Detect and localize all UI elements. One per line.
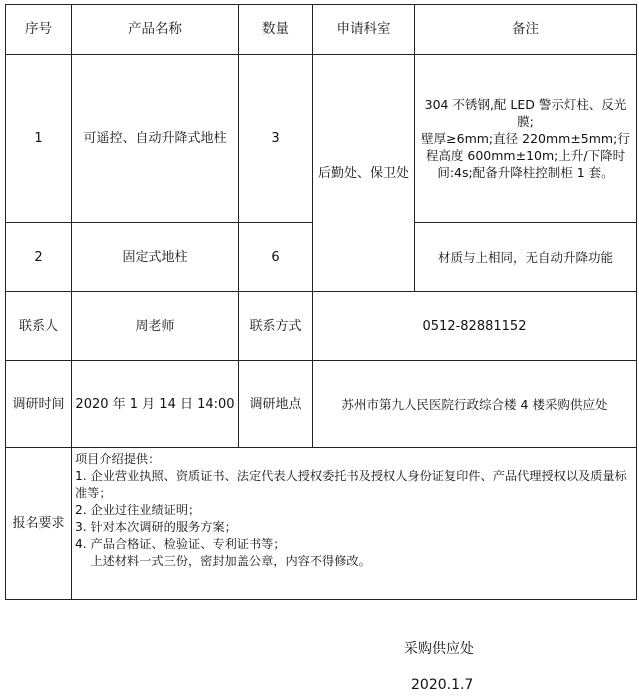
info-table (5, 4, 637, 600)
notes-line: 壁厚≥6mm;直径 220mm±5mm;行程高度 600mm±10m;上升/下降时间:4s;配备升降柱控制柜 1 套。 (421, 131, 630, 180)
contact-label: 联系人 (6, 292, 72, 361)
row-quantity: 3 (239, 55, 313, 223)
header-department: 申请科室 (313, 5, 415, 55)
requirements-line: 4. 产品合格证、检验证、专利证书等； (75, 537, 286, 551)
contact-row (6, 292, 637, 361)
signature-date: 2020.1.7 (411, 677, 474, 693)
row-quantity: 6 (239, 223, 313, 292)
header-row (6, 5, 637, 55)
row-department: 后勤处、保卫处 (313, 55, 415, 292)
research-place: 苏州市第九人民医院行政综合楼 4 楼采购供应处 (313, 361, 637, 448)
row-notes (415, 55, 637, 223)
header-notes: 备注 (415, 5, 637, 55)
research-place-label: 调研地点 (239, 361, 313, 448)
notes-line: 304 不锈钢,配 LED 警示灯柱、反光膜; (424, 97, 627, 129)
row-product-name: 可遥控、自动升降式地柱 (72, 55, 239, 223)
requirements-line: 3. 针对本次调研的服务方案； (75, 520, 237, 534)
row-notes (415, 223, 637, 292)
requirements-line: 上述材料一式三份，密封加盖公章，内容不得修改。 (75, 554, 371, 568)
row-no: 2 (6, 223, 72, 292)
notes-line: 材质与上相同，无自动升降功能 (437, 249, 613, 265)
requirements-line: 2. 企业过往业绩证明； (75, 503, 201, 517)
research-time-label: 调研时间 (6, 361, 72, 448)
header-quantity: 数量 (239, 5, 313, 55)
signature-department: 采购供应处 (404, 641, 474, 657)
contact-method-label: 联系方式 (239, 292, 313, 361)
requirements-content (72, 448, 637, 600)
header-no: 序号 (6, 5, 72, 55)
contact-name: 周老师 (72, 292, 239, 361)
research-row (6, 361, 637, 448)
table-row (6, 55, 637, 223)
research-time: 2020 年 1 月 14 日 14:00 (72, 361, 239, 448)
requirements-line: 1. 企业营业执照、资质证书、法定代表人授权委托书及授权人身份证复印件、产品代理授权以及质量标准等； (75, 469, 627, 500)
header-product-name: 产品名称 (72, 5, 239, 55)
requirements-line: 项目介绍提供： (75, 452, 161, 466)
requirements-row (6, 448, 637, 600)
row-no: 1 (6, 55, 72, 223)
requirements-label: 报名要求 (6, 448, 72, 600)
contact-phone: 0512-82881152 (313, 292, 637, 361)
row-product-name: 固定式地柱 (72, 223, 239, 292)
